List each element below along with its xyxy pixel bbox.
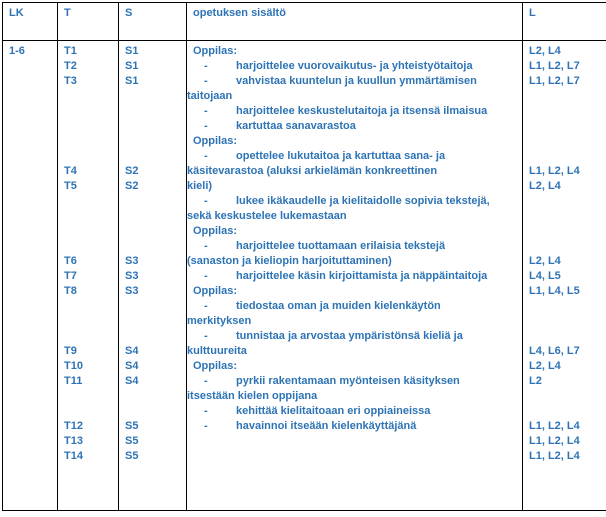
dash-bullet: - [204,300,208,312]
l-cell [523,41,606,511]
t-code: T6 [64,255,77,267]
s-code [119,314,186,329]
t-code: T8 [64,285,77,297]
s-code: S1 [125,45,139,57]
bullet-text: harjoittelee käsin kirjoittamista ja näppäintaitoja [236,270,488,282]
bullet-text: tiedostaa oman ja muiden kielenkäytön [236,300,441,312]
s-code: S3 [125,270,139,282]
bullet-text: tunnistaa ja arvostaa ympäristönsä kieliä ja [236,330,463,342]
s-code: S2 [125,165,139,177]
l-codes [523,149,606,164]
header-content: opetuksen sisältö [187,3,523,41]
content-bullet-item [187,149,522,164]
t-code: T2 [64,60,77,72]
bullet-text: harjoittelee vuorovaikutus- ja yhteistyötaitoja [236,60,473,72]
content-bullet-item [187,74,522,89]
dash-bullet: - [204,75,208,87]
t-code: T12 [64,420,83,432]
t-code: T11 [64,375,83,387]
l-codes [523,224,606,239]
t-code: T1 [64,45,77,57]
t-code: T3 [64,75,77,87]
l-codes [523,134,606,149]
l-codes [523,209,606,224]
bullet-text: harjoittelee tuottamaan erilaisia tekstejä [236,240,446,252]
t-code [58,104,118,119]
l-codes [523,314,606,329]
t-code [58,209,118,224]
s-code [119,89,186,104]
t-code [58,404,118,419]
l-codes: L1, L2, L4 [529,450,580,462]
t-list [58,41,118,464]
content-cell [187,41,523,511]
dash-bullet: - [204,240,208,252]
l-codes [523,299,606,314]
s-code: S3 [125,285,139,297]
bullet-continuation: kulttuureita [187,345,247,357]
s-code [119,209,186,224]
s-code [119,239,186,254]
content-bullet-item [187,104,522,119]
t-code: T9 [64,345,77,357]
bullet-continuation: (sanaston ja kieliopin harjoituttaminen) [187,255,392,267]
s-code: S4 [125,360,139,372]
bullet-continuation: taitojaan [187,90,233,102]
s-code [119,134,186,149]
l-codes: L1, L2, L4 [529,165,580,177]
l-codes [523,89,606,104]
t-code: T10 [64,360,83,372]
t-code [58,239,118,254]
content-bullet-item [187,269,522,284]
dash-bullet: - [204,105,208,117]
l-codes [523,389,606,404]
content-bullet-item [187,59,522,74]
s-code [119,329,186,344]
content-bullet-item [187,299,522,314]
learner-heading: Oppilas: [193,135,238,147]
t-code [58,389,118,404]
l-codes: L2, L4 [529,255,561,267]
t-code [58,329,118,344]
content-bullet-item [187,404,522,419]
t-code [58,299,118,314]
bullet-text: opettelee lukutaitoa ja kartuttaa sana- ja [236,150,446,162]
bullet-continuation: käsitevarastoa (aluksi arkielämän konkreettinen [187,165,438,177]
s-code [119,299,186,314]
l-codes [523,239,606,254]
bullet-text: vahvistaa kuuntelun ja kuullun ymmärtämisen [236,75,477,87]
header-l: L [523,3,606,41]
learner-heading: Oppilas: [193,360,238,372]
t-code [58,119,118,134]
content-bullet-item [187,239,522,254]
s-code: S5 [125,420,139,432]
t-code: T4 [64,165,77,177]
s-code [119,404,186,419]
t-code [58,314,118,329]
s-code [119,104,186,119]
t-code: T14 [64,450,83,462]
bullet-text: harjoittelee keskustelutaitoja ja itsensä ilmaisua [236,105,488,117]
body-row [3,41,606,511]
l-codes [523,119,606,134]
s-code: S4 [125,375,139,387]
dash-bullet: - [204,330,208,342]
t-code: T7 [64,270,77,282]
s-code [119,194,186,209]
dash-bullet: - [204,375,208,387]
l-codes [523,104,606,119]
grade-range: 1-6 [9,45,25,57]
l-codes: L1, L2, L7 [529,75,580,87]
s-code [119,389,186,404]
content-bullet-item [187,119,522,134]
l-codes: L2, L4 [529,45,561,57]
t-code: T13 [64,435,83,447]
s-code: S1 [125,60,139,72]
learner-heading: Oppilas: [193,225,238,237]
content-bullet-item [187,194,522,209]
curriculum-table [2,2,606,511]
bullet-text: kartuttaa sanavarastoa [236,120,356,132]
dash-bullet: - [204,405,208,417]
s-list [119,41,186,464]
bullet-continuation: itsestään kielen oppijana [187,390,318,402]
s-code: S1 [125,75,139,87]
l-codes: L2, L4 [529,180,561,192]
s-code: S4 [125,345,139,357]
dash-bullet: - [204,60,208,72]
dash-bullet: - [204,150,208,162]
header-s: S [119,3,187,41]
l-codes [523,194,606,209]
bullet-continuation: kieli) [187,180,213,192]
s-code: S5 [125,435,139,447]
l-codes [523,329,606,344]
l-codes: L2, L4 [529,360,561,372]
bullet-continuation: sekä keskustelee lukemastaan [187,210,347,222]
header-t: T [58,3,119,41]
dash-bullet: - [204,270,208,282]
l-codes: L1, L4, L5 [529,285,580,297]
s-code: S5 [125,450,139,462]
t-code: T5 [64,180,77,192]
dash-bullet: - [204,195,208,207]
content-bullet-item [187,329,522,344]
s-code [119,224,186,239]
l-codes: L1, L2, L7 [529,60,580,72]
bullet-text: lukee ikäkaudelle ja kielitaidolle sopivia tekstejä, [236,195,490,207]
bullet-continuation: merkityksen [187,315,252,327]
l-codes: L2 [529,375,542,387]
content-bullet-item [187,374,522,389]
l-codes: L1, L2, L4 [529,435,580,447]
header-row [3,3,606,41]
content-list [187,41,522,434]
s-code: S2 [125,180,139,192]
s-code: S3 [125,255,139,267]
s-cell [119,41,187,511]
t-code [58,149,118,164]
t-code [58,194,118,209]
l-codes [523,404,606,419]
l-codes: L4, L6, L7 [529,345,580,357]
t-cell [58,41,119,511]
l-list [523,41,606,464]
s-code [119,119,186,134]
s-code [119,149,186,164]
content-bullet-item [187,419,522,434]
t-code [58,134,118,149]
t-code [58,224,118,239]
bullet-text: kehittää kielitaitoaan eri oppiaineissa [236,405,431,417]
learner-heading: Oppilas: [193,45,238,57]
t-code [58,89,118,104]
dash-bullet: - [204,120,208,132]
header-lk: LK [3,3,58,41]
dash-bullet: - [204,420,208,432]
learner-heading: Oppilas: [193,285,238,297]
l-codes: L1, L2, L4 [529,420,580,432]
lk-cell [3,41,58,511]
l-codes: L4, L5 [529,270,561,282]
bullet-text: havainnoi itseään kielenkäyttäjänä [236,420,417,432]
bullet-text: pyrkii rakentamaan myönteisen käsityksen [236,375,460,387]
